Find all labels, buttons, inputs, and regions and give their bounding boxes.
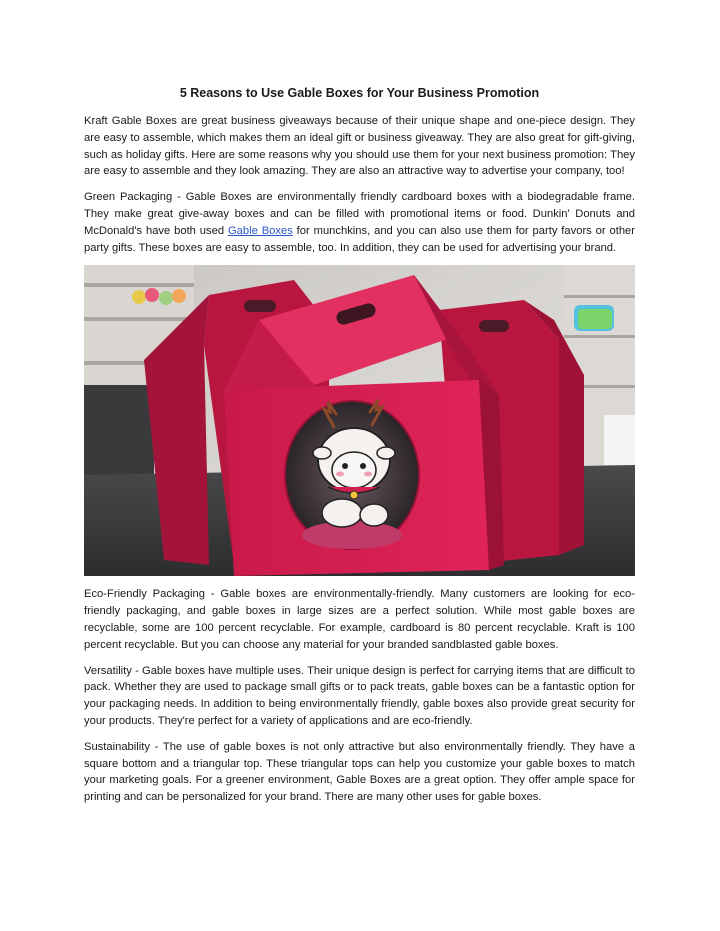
intro-paragraph: Kraft Gable Boxes are great business giveaways because of their unique shape and one-piece design. They are easy to assemble, which makes them an ideal gift or business giveaway. They are also great for gift-giving, such as holiday gifts. Here are some reasons why you should use them for your next business promotion: They are easy to assemble and they look amazing. They are also an attractive way to advertise your company, too! <box>84 115 635 178</box>
green-text-after: for munchkins, and you can also use them for party favors or other party gifts. These boxes are easy to assemble, too. In addition, they can be used for advertising your brand. <box>84 224 635 254</box>
article <box>84 84 635 815</box>
green-packaging-paragraph <box>84 189 635 256</box>
versatility-paragraph: Versatility - Gable boxes have multiple uses. Their unique design is perfect for carrying items that are difficult to pack. Whether they are used to package small gifts or to pack treats, gable boxes can be a fantastic option for your packaging needs. In addition to being environmentally friendly, gable boxes also provide great security for your products. They're perfect for a variety of applications and are eco-friendly. <box>84 664 635 727</box>
sustainability-paragraph: Sustainability - The use of gable boxes is not only attractive but also environmentally friendly. They have a square bottom and a triangular top. These triangular tops can help you customize your gable boxes to match your marketing goals. For a greener environment, Gable Boxes are a great option. They offer ample space for printing and can be personalized for your brand. There are many other uses for gable boxes. <box>84 740 635 804</box>
gable-boxes-link[interactable]: Gable Boxes <box>227 224 293 237</box>
page-title: 5 Reasons to Use Gable Boxes for Your Business Promotion <box>179 86 540 100</box>
gable-boxes-photo <box>84 265 635 576</box>
green-text-before: Green Packaging - Gable Boxes are environmentally friendly cardboard boxes with a biodegradable frame. They make great give-away boxes and can be filled with promotional items or food. Dunkin' Donuts and McDonald's have both used <box>84 191 635 237</box>
eco-friendly-paragraph: Eco-Friendly Packaging - Gable boxes are environmentally-friendly. Many customers are looking for eco-friendly packaging, and gable boxes in large sizes are a perfect solution. While most gable boxes are recyclable, some are 100 percent recyclable. For example, cardboard is 80 percent recyclable. Kraft is 100 percent recyclable. But you can choose any material for your branded sandblasted gable boxes. <box>84 588 635 651</box>
